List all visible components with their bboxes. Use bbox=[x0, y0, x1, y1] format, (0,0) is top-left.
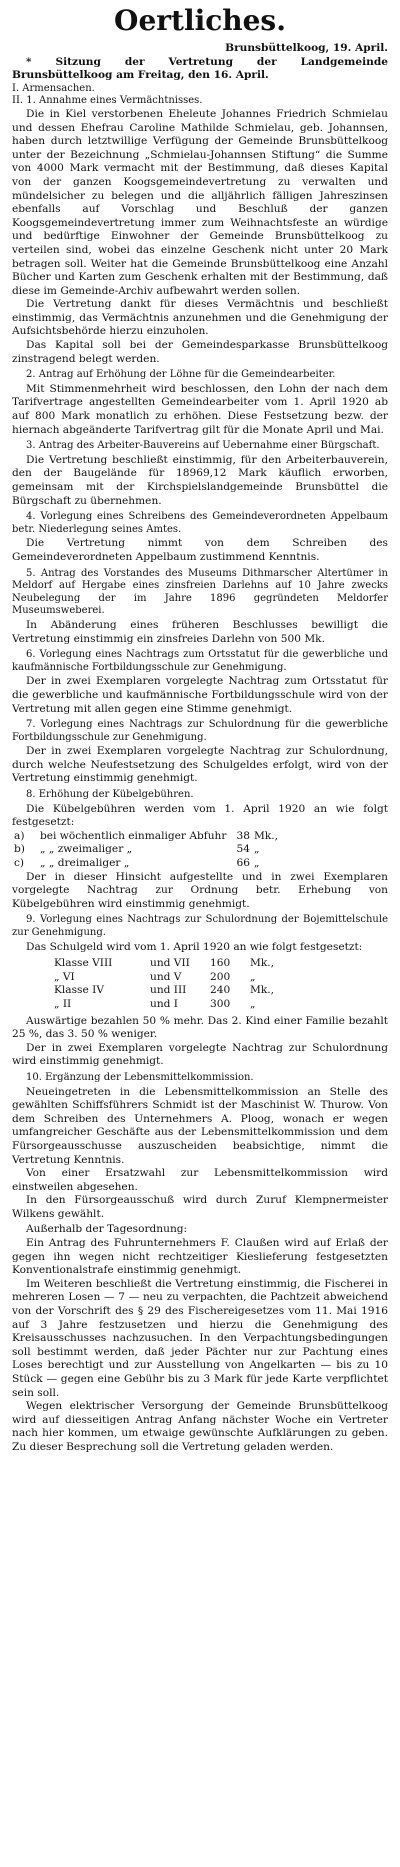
fee-row bbox=[14, 857, 388, 871]
tuition-class: „ II bbox=[54, 997, 72, 1010]
tuition-class-pair: und VII bbox=[150, 957, 190, 970]
paragraph-welfare-committee: In den Fürsorgeausschuß wird durch Zuruf Klempnermeister Wilkens gewählt. bbox=[12, 1194, 388, 1220]
paragraph-fees-approval: Der in dieser Hinsicht aufgestellte und in zwei Exemplaren vorgelegte Nachtrag zur Ordnung betr. Erhebung von Kübelgebühren wird einstimmig genehmigt. bbox=[12, 870, 388, 910]
paragraph-tuition-approval: Der in zwei Exemplaren vorgelegte Nachtrag zur Schulordnung wird einstimmig genehmigt. bbox=[12, 1041, 388, 1068]
dateline: Brunsbüttelkoog, 19. April. bbox=[225, 42, 388, 54]
fee-amount: 38 bbox=[236, 829, 250, 842]
fee-amount: 66 bbox=[236, 857, 250, 870]
paragraph-tuition-intro: Das Schulgeld wird vom 1. April 1920 an wie folgt festgesetzt: bbox=[26, 940, 363, 953]
section-heading-II-1: II. 1. Annahme eines Vermächtnisses. bbox=[12, 95, 203, 107]
fee-table bbox=[12, 830, 388, 871]
tuition-class-pair: und I bbox=[150, 997, 178, 1010]
tuition-amount: 200 bbox=[210, 970, 231, 983]
agenda-item-10: 10. Ergänzung der Lebensmittelkommission. bbox=[26, 1071, 254, 1083]
paragraph-museum-loan: In Abänderung eines früheren Beschlusses bewilligt die Vertretung einstimmig ein zinsfreies Darlehn von 500 Mk. bbox=[12, 618, 388, 645]
fee-label: „ „ zweimaliger „ bbox=[40, 843, 133, 856]
tuition-row bbox=[54, 998, 388, 1012]
tuition-row bbox=[54, 984, 388, 998]
agenda-item-9: 9. Vorlegung eines Nachtrags zur Schulordnung der Bojemittelschule zur Genehmigung. bbox=[12, 914, 388, 938]
tuition-table bbox=[12, 957, 388, 1011]
agenda-item-5: 5. Antrag des Vorstandes des Museums Dithmarscher Altertümer in Meldorf auf Hergabe eines zinsfreien Darlehns auf 10 Jahre zwecks Neubelegung der im Jahre 1896 gegründeten Meldorfer Museumsweberei. bbox=[12, 567, 388, 617]
tuition-class-pair: und V bbox=[150, 970, 182, 983]
tuition-amount: 240 bbox=[210, 984, 231, 997]
fee-row bbox=[14, 843, 388, 857]
paragraph-resignation: Die Vertretung nimmt von dem Schreiben des Gemeindeverordneten Appelbaum zustimmend Kenntnis. bbox=[12, 537, 388, 563]
paragraph-fees-intro: Die Kübelgebühren werden vom 1. April 1920 an wie folgt festgesetzt: bbox=[12, 802, 388, 829]
tuition-class: „ VI bbox=[54, 970, 75, 983]
session-intro: * Sitzung der Vertretung der Landgemeinde Brunsbüttelkoog am Freitag, den 16. April. bbox=[12, 55, 388, 82]
agenda-item-2: 2. Antrag auf Erhöhung der Löhne für die Gemeindearbeiter. bbox=[26, 369, 336, 381]
agenda-item-7: 7. Vorlegung eines Nachtrags zur Schulordnung für die gewerbliche Fortbildungsschule zur Genehmigung. bbox=[12, 719, 388, 743]
page-title: Oertliches. bbox=[114, 4, 286, 37]
fee-letter: b) bbox=[14, 843, 25, 856]
agenda-item-8: 8. Erhöhung der Kübelgebühren. bbox=[26, 789, 194, 801]
paragraph-fishery: Im Weiteren beschließt die Vertretung einstimmig, die Fischerei in mehreren Losen — 7 — neu zu verpachten, die Pachtzeit abweichend von der Vorschrift des § 29 des Fischereigesetzes vom 11. Mai 1916 auf 3 Jahre festzusetzen und hierzu die Genehmigung des Kreisausschusses nachzusuchen. In den Verpachtungsbedingungen soll bestimmt werden, daß jeder Pächter nur zur Pachtung eines Loses berechtigt und zur Ausstellung von Angelkarten — bis zu 10 Stück — gegen eine Gebühr bis zu 3 Mark für jede Karte verpflichtet sein soll. bbox=[12, 1277, 388, 1399]
agenda-item-4: 4. Vorlegung eines Schreibens des Gemeindeverordneten Appelbaum betr. Niederlegung seines Amtes. bbox=[12, 511, 388, 535]
fee-unit: Mk., bbox=[254, 829, 279, 842]
tuition-row bbox=[54, 971, 388, 985]
tuition-unit: „ bbox=[250, 997, 256, 1010]
section-heading-I: I. Armensachen. bbox=[12, 82, 95, 94]
fee-letter: c) bbox=[14, 857, 25, 870]
paragraph-capital: Das Kapital soll bei der Gemeindesparkasse Brunsbüttelkoog zinstragend belegt werden. bbox=[12, 339, 388, 365]
tuition-unit: „ bbox=[250, 970, 256, 983]
tuition-unit: Mk., bbox=[250, 957, 275, 970]
paragraph-electricity: Wegen elektrischer Versorgung der Gemeinde Brunsbüttelkoog wird auf diesseitigen Antrag Anfang nächster Woche ein Vertreter nach hier kommen, um etwaige gewünschte Aufklärungen zu geben. Zu dieser Besprechung soll die Vertretung geladen werden. bbox=[12, 1400, 388, 1453]
paragraph-commission: Neueingetreten in die Lebensmittelkommission an Stelle des gewählten Schiffsführers Schmidt ist der Maschinist W. Thurow. Von dem Schreiben des Unternehmers A. Ploog, wonach er wegen umfangreicher Geschäfte aus der Lebensmittelkommission und dem Fürsorgeausschusse auszuscheiden beabsichtige, nimmt die Vertretung Kenntnis. bbox=[12, 1085, 388, 1166]
paragraph-replacement: Von einer Ersatzwahl zur Lebensmittelkommission wird einstweilen abgesehen. bbox=[12, 1167, 388, 1193]
fee-unit: „ bbox=[254, 857, 260, 870]
fee-row bbox=[14, 830, 388, 844]
agenda-item-3: 3. Antrag des Arbeiter-Bauvereins auf Uebernahme einer Bürgschaft. bbox=[26, 440, 380, 452]
tuition-amount: 160 bbox=[210, 957, 231, 970]
fee-amount: 54 bbox=[236, 843, 250, 856]
outside-agenda-heading: Außerhalb der Tagesordnung: bbox=[26, 1223, 188, 1236]
tuition-class: Klasse VIII bbox=[54, 957, 113, 970]
paragraph-school-order: Der in zwei Exemplaren vorgelegte Nachtrag zur Schulordnung, durch welche Neufestsetzung des Schulgeldes erfolgt, wird von der Vertretung einstimmig genehmigt. bbox=[12, 745, 388, 785]
paragraph-wages: Mit Stimmenmehrheit wird beschlossen, den Lohn der nach dem Tarifvertrage angestellten Gemeindearbeiter vom 1. April 1920 ab auf 800 Mark monatlich zu erhöhen. Diese Festsetzung bezw. der hiernach abgeänderte Tarifvertrag gilt für die Monate April und Mai. bbox=[12, 382, 388, 436]
tuition-amount: 300 bbox=[210, 997, 231, 1010]
tuition-class-pair: und III bbox=[150, 984, 187, 997]
paragraph-claussen: Ein Antrag des Fuhrunternehmers F. Claußen wird auf Erlaß der gegen ihn wegen nicht rechtzeitiger Kieslieferung festgesetzten Konventionalstrafe einstimmig genehmigt. bbox=[12, 1237, 388, 1277]
paragraph-statute: Der in zwei Exemplaren vorgelegte Nachtrag zum Ortsstatut für die gewerbliche und kaufmännische Fortbildungsschule wird von der Vertretung mit allen gegen eine Stimme genehmigt. bbox=[12, 675, 388, 715]
paragraph-bequest-acceptance: Die Vertretung dankt für dieses Vermächtnis und beschließt einstimmig, das Vermächtnis anzunehmen und die Genehmigung der Aufsichtsbehörde hierzu einzuholen. bbox=[12, 298, 388, 338]
paragraph-bequest: Die in Kiel verstorbenen Eheleute Johannes Friedrich Schmielau und dessen Ehefrau Caroline Mathilde Schmielau, geb. Johannsen, haben durch letztwillige Verfügung der Gemeinde Brunsbüttelkoog unter der Bezeichnung „Schmielau-Johannsen Stiftung“ die Summe von 4000 Mark vermacht mit der Bestimmung, daß dieses Kapital von der ganzen Koogsgemeindevertretung zu verwalten und mündelsicher zu belegen und die alljährlich fälligen Jahreszinsen ebenfalls auf Vorschlag und Beschluß der ganzen Koogsgemeindevertretung immer zum Weihnachtsfeste an würdige und bedürftige Einwohner der Gemeinde Brunsbüttelkoog zu verteilen sind, wobei das einzelne Geschenk nicht unter 20 Mark betragen soll. Weiter hat die Gemeinde Brunsbüttelkoog eine Anzahl Bücher und Karten zum Geschenk erhalten mit der Bestimmung, daß diese im Gemeinde-Archiv aufbewahrt werden sollen. bbox=[12, 107, 388, 297]
tuition-unit: Mk., bbox=[250, 984, 275, 997]
tuition-class: Klasse IV bbox=[54, 984, 104, 997]
fee-label: „ „ dreimaliger „ bbox=[40, 857, 130, 870]
fee-label: bei wöchentlich einmaliger Abfuhr bbox=[40, 829, 227, 842]
paragraph-tuition-discounts: Auswärtige bezahlen 50 % mehr. Das 2. Kind einer Familie bezahlt 25 %, das 3. 50 % weniger. bbox=[12, 1014, 388, 1041]
agenda-item-6: 6. Vorlegung eines Nachtrags zum Ortsstatut für die gewerbliche und kaufmännische Fortbildungsschule zur Genehmigung. bbox=[12, 649, 388, 673]
paragraph-guarantee: Die Vertretung beschließt einstimmig, für den Arbeiterbauverein, den der Baugelände für 18969,12 Mark käuflich erworben, gemeinsam mit der Kirchspielslandgemeinde Brunsbüttel die Bürgschaft zu übernehmen. bbox=[12, 453, 388, 507]
tuition-row bbox=[54, 957, 388, 971]
fee-unit: „ bbox=[254, 843, 260, 856]
fee-letter: a) bbox=[14, 829, 25, 842]
